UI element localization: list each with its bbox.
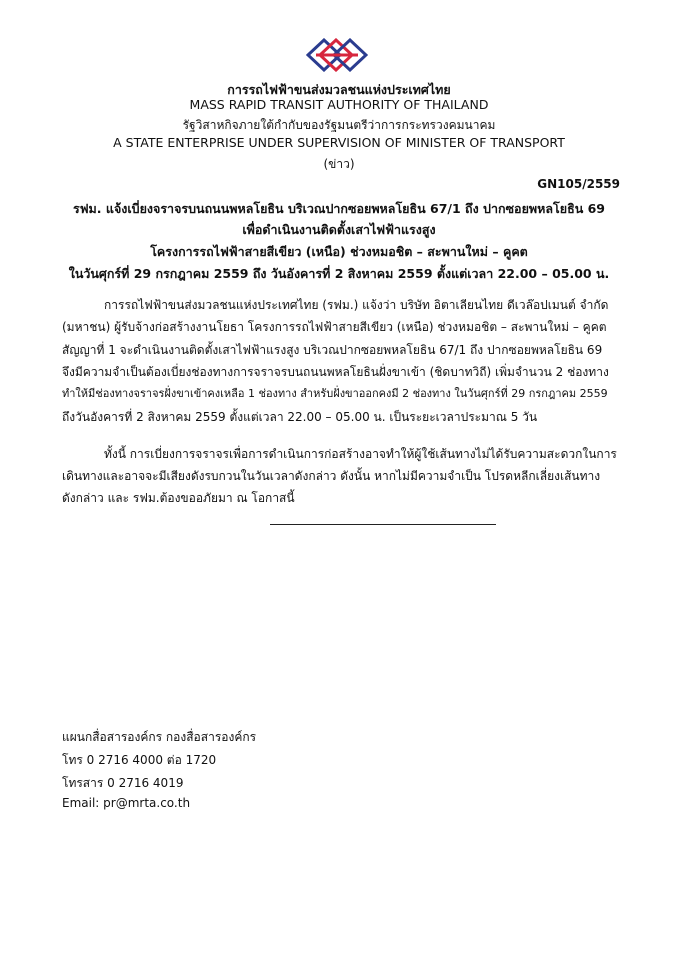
contact-phone: โทร 0 2716 4000 ต่อ 1720 xyxy=(62,753,217,767)
paragraph-line: (มหาชน) ผู้รับจ้างก่อสร้างงานโยธา โครงการรถไฟฟ้าสายสีเขียว (เหนือ) ช่วงหมอชิต – สะพานใหม่ – คูคต xyxy=(62,320,607,334)
mrta-logo-icon xyxy=(306,38,368,72)
contact-email[interactable]: Email: pr@mrta.co.th xyxy=(62,796,191,810)
paragraph-line: เดินทางและอาจจะมีเสียงดังรบกวนในวันเวลาดังกล่าว ดังนั้น หากไม่มีความจำเป็น โปรดหลีกเลี่ยงเส้นทาง xyxy=(62,469,601,483)
headline-line: รฟม. แจ้งเบี่ยงจราจรบนถนนพหลโยธิน บริเวณปากซอยพหลโยธิน 67/1 ถึง ปากซอยพหลโยธิน 69 xyxy=(72,201,605,216)
org-name-english: MASS RAPID TRANSIT AUTHORITY OF THAILAND xyxy=(189,97,489,112)
contact-department: แผนกสื่อสารองค์กร กองสื่อสารองค์กร xyxy=(62,730,257,744)
contact-fax: โทรสาร 0 2716 4019 xyxy=(62,776,184,790)
document-type: (ข่าว) xyxy=(323,157,355,171)
paragraph-line: จึงมีความจำเป็นต้องเบี่ยงช่องทางการจราจรบนถนนพหลโยธินฝั่งขาเข้า (ชิดบาทวิถี) เพิ่มจำนวน 2 ช่องทาง xyxy=(62,365,609,379)
paragraph-line: ถึงวันอังคารที่ 2 สิงหาคม 2559 ตั้งแต่เวลา 22.00 – 05.00 น. เป็นระยะเวลาประมาณ 5 วัน xyxy=(62,410,538,424)
headline-line: เพื่อดำเนินงานติดตั้งเสาไฟฟ้าแรงสูง xyxy=(242,222,436,237)
enterprise-english: A STATE ENTERPRISE UNDER SUPERVISION OF MINISTER OF TRANSPORT xyxy=(113,135,565,150)
paragraph-line: ทำให้มีช่องทางจราจรฝั่งขาเข้าคงเหลือ 1 ช่องทาง สำหรับฝั่งขาออกคงมี 2 ช่องทาง ในวันศุกร์ที่ 29 กรกฎาคม 2559 xyxy=(62,387,608,400)
headline-line: โครงการรถไฟฟ้าสายสีเขียว (เหนือ) ช่วงหมอชิต – สะพานใหม่ – คูคต xyxy=(150,244,528,259)
org-name-thai: การรถไฟฟ้าขนส่งมวลชนแห่งประเทศไทย xyxy=(227,82,451,97)
paragraph-line: สัญญาที่ 1 จะดำเนินงานติดตั้งเสาไฟฟ้าแรงสูง บริเวณปากซอยพหลโยธิน 67/1 ถึง ปากซอยพหลโยธิน 69 xyxy=(62,343,603,357)
divider-line xyxy=(270,524,496,525)
enterprise-thai: รัฐวิสาหกิจภายใต้กำกับของรัฐมนตรีว่าการกระทรวงคมนาคม xyxy=(182,118,496,132)
paragraph-line: การรถไฟฟ้าขนส่งมวลชนแห่งประเทศไทย (รฟม.) แจ้งว่า บริษัท อิตาเลียนไทย ดีเวล๊อปเมนต์ จำกัด xyxy=(104,298,609,312)
paragraph-line: ดังกล่าว และ รฟม.ต้องขออภัยมา ณ โอกาสนี้ xyxy=(62,491,295,505)
document-number: GN105/2559 xyxy=(537,177,620,191)
headline-line: ในวันศุกร์ที่ 29 กรกฎาคม 2559 ถึง วันอังคารที่ 2 สิงหาคม 2559 ตั้งแต่เวลา 22.00 – 05.00 น. xyxy=(68,266,610,281)
paragraph-line: ทั้งนี้ การเบี่ยงการจราจรเพื่อการดำเนินการก่อสร้างอาจทำให้ผู้ใช้เส้นทางไม่ได้รับความสะดวกในการ xyxy=(104,447,617,461)
